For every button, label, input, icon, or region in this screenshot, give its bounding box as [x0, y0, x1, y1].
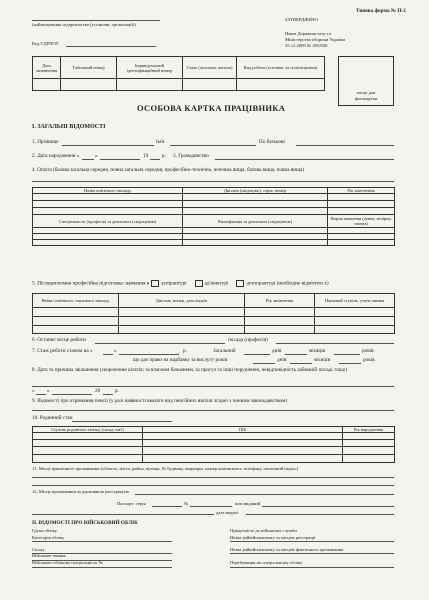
address-label: 11. Місце фактичного проживання (область, місто, район, вулиця, № будинку, квартири, номер контактного телефону, поштовий індекс) — [32, 466, 299, 471]
th-pg-institution: Назва освітнього, наукового закладу — [33, 294, 119, 308]
bonus-months-field[interactable] — [290, 363, 312, 364]
military-specialty-label: Військово-облікова спеціальність № — [32, 560, 104, 565]
page-title: ОСОБОВА КАРТКА ПРАЦІВНИКА — [137, 103, 286, 113]
edu-cell[interactable] — [328, 201, 395, 208]
bonus-days-label: днів — [277, 357, 287, 363]
pg-cell[interactable] — [245, 326, 315, 334]
top-info-table — [32, 56, 325, 91]
bonus-label: що дає право на надбавку за вислугу років — [133, 357, 228, 363]
adjunktura-checkbox[interactable] — [195, 280, 203, 287]
stage-year-suffix: р. — [183, 348, 187, 354]
passport-issued-field[interactable] — [262, 506, 394, 507]
adjunktura-label: ад'юнктурі — [204, 280, 229, 287]
stage-total-label: Загальний — [213, 348, 236, 354]
family-cell[interactable] — [143, 433, 343, 440]
postgrad-label — [32, 280, 329, 287]
dismissal-year-suffix: р. — [115, 388, 119, 394]
family-label: 10. Родинний стан — [32, 415, 73, 421]
military-category-label: Категорія обліку — [32, 535, 65, 540]
stage-years-field[interactable] — [334, 354, 360, 355]
pg-cell[interactable] — [33, 326, 119, 334]
patronymic-field[interactable] — [296, 145, 394, 146]
pg-cell[interactable] — [33, 308, 119, 317]
dob-label: 2. Дата народження « — [32, 153, 80, 159]
stage-quote: » — [114, 348, 117, 354]
surname-label: 1. Прізвище — [32, 139, 59, 145]
pg-cell[interactable] — [315, 317, 395, 326]
th-pg-degree: Науковий ступінь, учене звання — [315, 294, 395, 308]
dismissal-year-field[interactable] — [103, 394, 113, 395]
aspirantura-checkbox[interactable] — [151, 280, 159, 287]
education-table — [32, 187, 395, 246]
cell-tab-number[interactable] — [61, 79, 117, 91]
edu-cell[interactable] — [328, 194, 395, 201]
approved-by-2: Міністерства оборони України — [285, 37, 346, 42]
dismissal-year-prefix: 20 — [95, 388, 101, 394]
patronymic-label: По батькові — [259, 139, 285, 145]
education-label: 4. Освіта (базова загальна середня, повна загальна середня, професійно-технічна, неповна вища, базова вища, повна вища) — [32, 167, 305, 173]
approved-label: ЗАТВЕРДЖЕНО — [285, 17, 318, 22]
family-cell[interactable] — [33, 433, 143, 440]
section2-heading: ІІ. ВІДОМОСТІ ПРО ВІЙСЬКОВИЙ ОБЛІК — [32, 520, 138, 526]
th-pg-diploma: Диплом, номер, дата видачі — [119, 294, 245, 308]
dob-year-field[interactable] — [150, 159, 160, 160]
edu-cell[interactable] — [33, 240, 183, 246]
postgrad-table — [32, 293, 395, 334]
citizenship-field[interactable] — [215, 159, 394, 160]
th-family-name: ПІБ — [143, 427, 343, 433]
dob-day-field[interactable] — [82, 159, 94, 160]
stage-days-field[interactable] — [244, 354, 270, 355]
edu-cell[interactable] — [183, 208, 328, 215]
pg-cell[interactable] — [245, 308, 315, 317]
edu-cell[interactable] — [328, 240, 395, 246]
pg-cell[interactable] — [119, 326, 245, 334]
family-cell[interactable] — [33, 447, 143, 455]
pg-cell[interactable] — [315, 308, 395, 317]
th-family-year: Рік народження — [343, 427, 395, 433]
th-family-relation: Ступінь родинного зв'язку (склад сім'ї) — [33, 427, 143, 433]
edu-cell[interactable] — [328, 208, 395, 215]
last-job-label: 6. Останнє місце роботи — [32, 337, 86, 343]
th-work-type: Вид роботи (основна, за сумісництвом) — [237, 57, 325, 79]
passport-series-field[interactable] — [152, 506, 182, 507]
family-cell[interactable] — [143, 447, 343, 455]
cell-work-type[interactable] — [237, 79, 325, 91]
family-field[interactable] — [72, 421, 172, 422]
position-label: посада (професія) — [228, 337, 268, 343]
edu-cell[interactable] — [33, 194, 183, 201]
name-label: Ім'я — [156, 139, 165, 145]
bonus-months-label: місяців — [314, 357, 331, 363]
name-field[interactable] — [170, 145, 256, 146]
bonus-years-field[interactable] — [339, 363, 361, 364]
dismissal-quote: » — [47, 388, 50, 394]
last-job-field[interactable] — [95, 343, 225, 344]
th-edu-qualification: Кваліфікація за дипломом (свідоцтвом) — [183, 215, 328, 228]
citizenship-label: 3. Громадянство — [173, 153, 209, 159]
military-staff-label: Склад — [32, 547, 44, 552]
registration-field[interactable] — [135, 494, 394, 495]
passport-extra-field[interactable] — [32, 514, 214, 515]
dismissal-day-field[interactable] — [36, 394, 46, 395]
passport-series-label: Паспорт: серія — [117, 501, 146, 506]
th-edu-institution: Назва освітнього закладу — [33, 188, 183, 194]
cell-fill-date[interactable] — [33, 79, 61, 91]
bonus-days-field[interactable] — [253, 363, 275, 364]
org-name-label: (найменування підприємства (установи, організації)) — [32, 22, 136, 27]
dismissal-month-field[interactable] — [52, 394, 92, 395]
dob-year-suffix: р. — [162, 153, 166, 159]
edu-cell[interactable] — [33, 201, 183, 208]
address-field-2[interactable] — [32, 485, 394, 486]
military-reg-office-field[interactable] — [230, 541, 394, 542]
military-special-field[interactable] — [230, 567, 394, 568]
passport-date-label: дата видачі — [216, 510, 238, 515]
approved-date: 25.12.2009 № 495/656 — [285, 43, 328, 48]
dob-month-field[interactable] — [100, 159, 140, 160]
form-type: Типова форма № П-2 — [356, 8, 406, 14]
stage-day-field[interactable] — [103, 354, 113, 355]
pg-cell[interactable] — [315, 326, 395, 334]
dismissal-label: 8. Дата та причина звільнення (скорочення штатів; за власним бажанням, за прогул та інші порушення, невідповідність займаній посаді тощо) — [32, 367, 348, 373]
edrpou-label: Код ЄДРПОУ — [32, 41, 59, 46]
bonus-years-label: років — [363, 357, 375, 363]
dismissal-date-open: « — [32, 388, 35, 394]
pg-cell[interactable] — [245, 317, 315, 326]
address-field-1[interactable] — [32, 477, 394, 478]
stage-months-field[interactable] — [285, 354, 307, 355]
education-field[interactable] — [32, 181, 394, 182]
position-field[interactable] — [276, 343, 394, 344]
family-cell[interactable] — [343, 440, 395, 447]
stage-label: 7. Стаж роботи станом на « — [32, 348, 93, 354]
passport-issued-label: ким виданий — [235, 501, 261, 506]
passport-no-field[interactable] — [190, 506, 232, 507]
family-cell[interactable] — [143, 455, 343, 463]
military-group-label: Група обліку — [32, 528, 58, 533]
th-edu-specialty: Спеціальність (професія) за дипломом (свідоцтвом) — [33, 215, 183, 228]
th-tax-id: Індивідуальний ідентифікаційний номер — [117, 57, 183, 79]
th-edu-diploma: Диплом (свідоцтво), серія, номер — [183, 188, 328, 194]
edu-cell[interactable] — [183, 194, 328, 201]
th-edu-form: Форма навчання (денна, вечірня, заочна) — [328, 215, 395, 228]
family-cell[interactable] — [343, 447, 395, 455]
edu-cell[interactable] — [183, 240, 328, 246]
doktorantura-label: докторантурі (необхідне відмітити х) — [246, 280, 329, 287]
military-actual-office-label: Назва райвійськкомату за місцем фактичного проживання — [230, 547, 344, 552]
aspirantura-label: аспірантурі — [161, 280, 187, 287]
postgrad-text: 5. Післядипломна професійна підготовка: навчання в — [32, 280, 150, 287]
stage-months-label: місяців — [309, 348, 326, 354]
military-actual-office-field[interactable] — [230, 553, 394, 554]
stage-days-label: днів — [272, 348, 282, 354]
military-rank-label: Військове звання — [32, 553, 66, 558]
military-specialty-field[interactable] — [32, 567, 172, 568]
pg-cell[interactable] — [33, 317, 119, 326]
doktorantura-checkbox[interactable] — [236, 280, 244, 287]
passport-no-label: № — [184, 501, 189, 506]
pension-label: 9. Відомості про отримання пенсії (у разі наявності вказати вид пенсійних виплат згідно з чинним законодавством) — [32, 398, 288, 404]
stage-month-field[interactable] — [119, 354, 179, 355]
th-edu-year: Рік закінчення — [328, 188, 395, 194]
cell-tax-id[interactable] — [117, 79, 183, 91]
stage-years-label: років — [362, 348, 374, 354]
section1-heading: І. ЗАГАЛЬНІ ВІДОМОСТІ — [32, 124, 106, 130]
photo-label: місце для фотокартки — [354, 90, 378, 101]
registration-label: 12. Місце проживання за державною реєстрацією — [32, 489, 130, 494]
approved-by-1: Наказ Держкомстату та — [285, 31, 331, 36]
cell-gender[interactable] — [183, 79, 237, 91]
family-cell[interactable] — [33, 455, 143, 463]
family-cell[interactable] — [33, 440, 143, 447]
military-reg-office-label: Назва райвійськкомату за місцем реєстрації — [230, 535, 316, 540]
surname-field[interactable] — [62, 145, 154, 146]
military-special-label: Перебування на спеціальному обліку — [230, 560, 303, 565]
dismissal-field[interactable] — [32, 386, 394, 387]
th-tab-number: Табельний номер — [61, 57, 117, 79]
family-table — [32, 426, 395, 463]
family-cell[interactable] — [343, 433, 395, 440]
pg-cell[interactable] — [119, 317, 245, 326]
th-gender: Стать (чоловіча, жіноча) — [183, 57, 237, 79]
edu-cell[interactable] — [183, 201, 328, 208]
pension-field[interactable] — [32, 410, 394, 411]
military-fitness-label: Придатність до військової служби — [230, 528, 297, 533]
military-group-field[interactable] — [32, 541, 172, 542]
family-cell[interactable] — [343, 455, 395, 463]
dob-year-prefix: 19 — [143, 153, 149, 159]
pg-cell[interactable] — [119, 308, 245, 317]
edrpou-field[interactable] — [66, 46, 156, 47]
passport-date-field[interactable] — [246, 514, 394, 515]
th-fill-date: Дата заповнення — [33, 57, 61, 79]
dob-quote: » — [95, 153, 98, 159]
th-pg-year: Рік закінчення — [245, 294, 315, 308]
family-cell[interactable] — [143, 440, 343, 447]
edu-cell[interactable] — [33, 208, 183, 215]
